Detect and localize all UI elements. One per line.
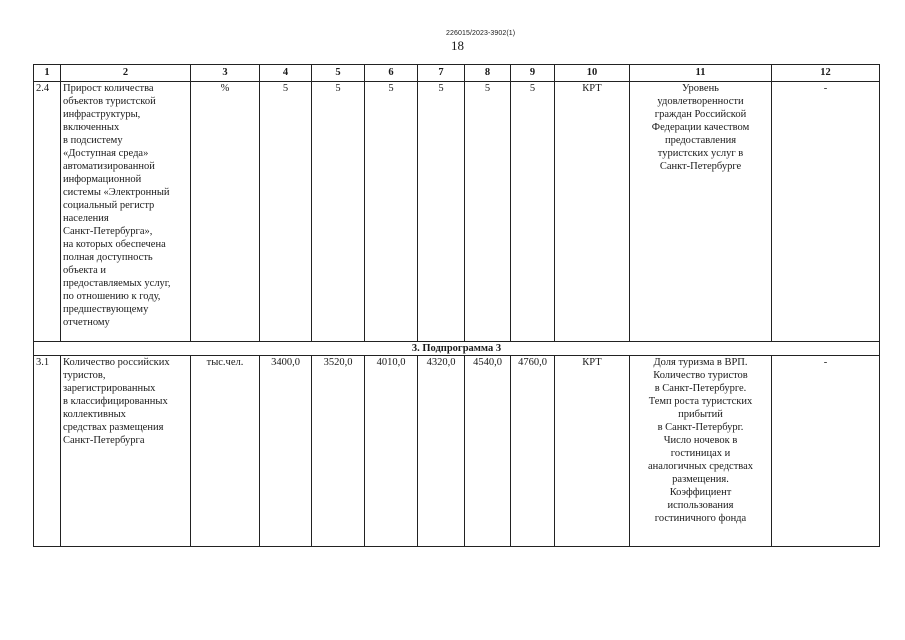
note: - [772,82,880,342]
column-header: 11 [630,65,772,82]
column-header: 4 [260,65,312,82]
row-number: 2.4 [34,82,61,342]
column-header: 7 [418,65,465,82]
unit: % [191,82,260,342]
column-numbers-row [34,65,880,82]
value-col4: 3400,0 [260,356,312,547]
value-col5: 5 [312,82,365,342]
target-indicator-cell [630,356,772,547]
column-header: 8 [465,65,511,82]
column-header: 6 [365,65,418,82]
target-indicator: Доля туризма в ВРП. Количество туристов в Санкт-Петербурге. Темп роста туристских прибытий в Санкт-Петербург. Число ночевок в гостиницах и аналогичных средствах размещения. Коэффициент использования гостиничного фонда [647,357,754,524]
subprogram-title: 3. Подпрограмма 3 [34,342,880,356]
indicator-name-cell [61,356,191,547]
column-header: 5 [312,65,365,82]
responsible-org: КРТ [555,356,630,547]
indicators-table [33,64,880,547]
column-header: 3 [191,65,260,82]
responsible-org: КРТ [555,82,630,342]
value-col6: 4010,0 [365,356,418,547]
table-row [34,356,880,547]
value-col7: 5 [418,82,465,342]
value-col7: 4320,0 [418,356,465,547]
column-header: 2 [61,65,191,82]
indicator-name: Прирост количества объектов туристской инфраструктуры, включенных в подсистему «Доступная среда» автоматизированной информационной системы «Электронный социальный регистр населения Санкт-Петербурга», на которых обеспечена полная доступность объекта и предоставляемых услуг, по отношению к году, предшествующему отчетному [63,83,171,328]
column-header: 12 [772,65,880,82]
value-col4: 5 [260,82,312,342]
row-number: 3.1 [34,356,61,547]
value-col6: 5 [365,82,418,342]
column-header: 1 [34,65,61,82]
table-row [34,82,880,342]
document-id: 226015/2023-3902(1) [446,30,516,37]
unit: тыс.чел. [191,356,260,547]
target-indicator-cell [630,82,772,342]
value-col9: 5 [511,82,555,342]
target-indicator: Уровень удовлетворенности граждан Российской Федерации качеством предоставления туристских услуг в Санкт-Петербурге [651,83,750,172]
value-col8: 5 [465,82,511,342]
note: - [772,356,880,547]
value-col8: 4540,0 [465,356,511,547]
column-header: 10 [555,65,630,82]
subprogram-row [34,342,880,356]
value-col5: 3520,0 [312,356,365,547]
page-number: 18 [451,38,464,53]
value-col9: 4760,0 [511,356,555,547]
column-header: 9 [511,65,555,82]
indicator-name: Количество российских туристов, зарегистрированных в классифицированных коллективных средствах размещения Санкт-Петербурга [63,357,170,446]
indicator-name-cell [61,82,191,342]
